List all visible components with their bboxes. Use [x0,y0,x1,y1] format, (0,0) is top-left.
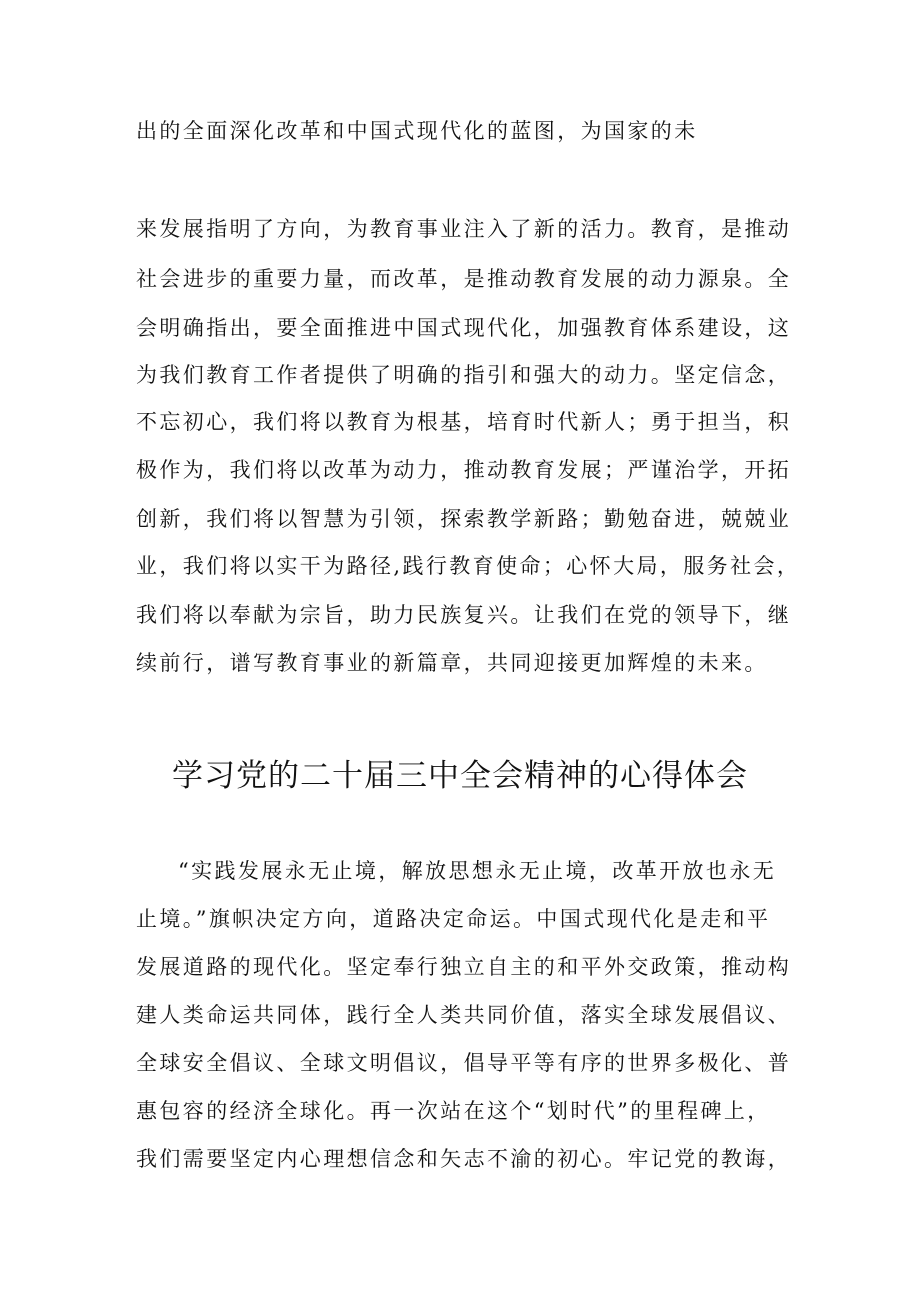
paragraph-1-line: 来发展指明了方向，为教育事业注入了新的活力。教育，是推动 [136,217,792,241]
paragraph-1-line: 为我们教育工作者提供了明确的指引和强大的动力。坚定信念， [136,363,792,387]
paragraph-1-line: 会明确指出，要全面推进中国式现代化，加强教育体系建设，这 [136,316,792,340]
paragraph-2-line: 我们需要坚定内心理想信念和矢志不渝的初心。牢记党的教诲， [136,1147,792,1171]
paragraph-2-line: “实践发展永无止境，解放思想永无止境，改革开放也永无 [178,859,777,883]
paragraph-2-line: 止境。”旗帜决定方向，道路决定命运。中国式现代化是走和平 [136,907,771,931]
paragraph-2-line: 全球安全倡议、全球文明倡议，倡导平等有序的世界多极化、普 [136,1051,792,1075]
paragraph-2-line: 发展道路的现代化。坚定奉行独立自主的和平外交政策，推动构 [136,955,792,979]
paragraph-1-line: 创新，我们将以智慧为引领，探索教学新路；勤勉奋进，兢兢业 [136,507,792,531]
paragraph-1-line: 我们将以奉献为宗旨，助力民族复兴。让我们在党的领导下，继 [136,603,792,627]
paragraph-1-line: 业，我们将以实干为路径,践行教育使命；心怀大局，服务社会， [136,554,801,578]
top-fragment-line: 出的全面深化改革和中国式现代化的蓝图，为国家的未 [136,119,698,143]
paragraph-1-line: 社会进步的重要力量，而改革，是推动教育发展的动力源泉。全 [136,267,792,291]
paragraph-1-line: 极作为，我们将以改革为动力，推动教育发展；严谨治学，开拓 [136,458,792,482]
article-title: 学习党的二十届三中全会精神的心得体会 [172,758,748,794]
paragraph-2-line: 建人类命运共同体，践行全人类共同价值，落实全球发展倡议、 [136,1003,792,1027]
paragraph-1-line: 续前行，谱写教育事业的新篇章，共同迎接更加辉煌的未来。 [136,651,768,675]
paragraph-1-line: 不忘初心，我们将以教育为根基，培育时代新人；勇于担当，积 [136,410,792,434]
paragraph-2-line: 惠包容的经济全球化。再一次站在这个“划时代”的里程碑上， [136,1099,771,1123]
